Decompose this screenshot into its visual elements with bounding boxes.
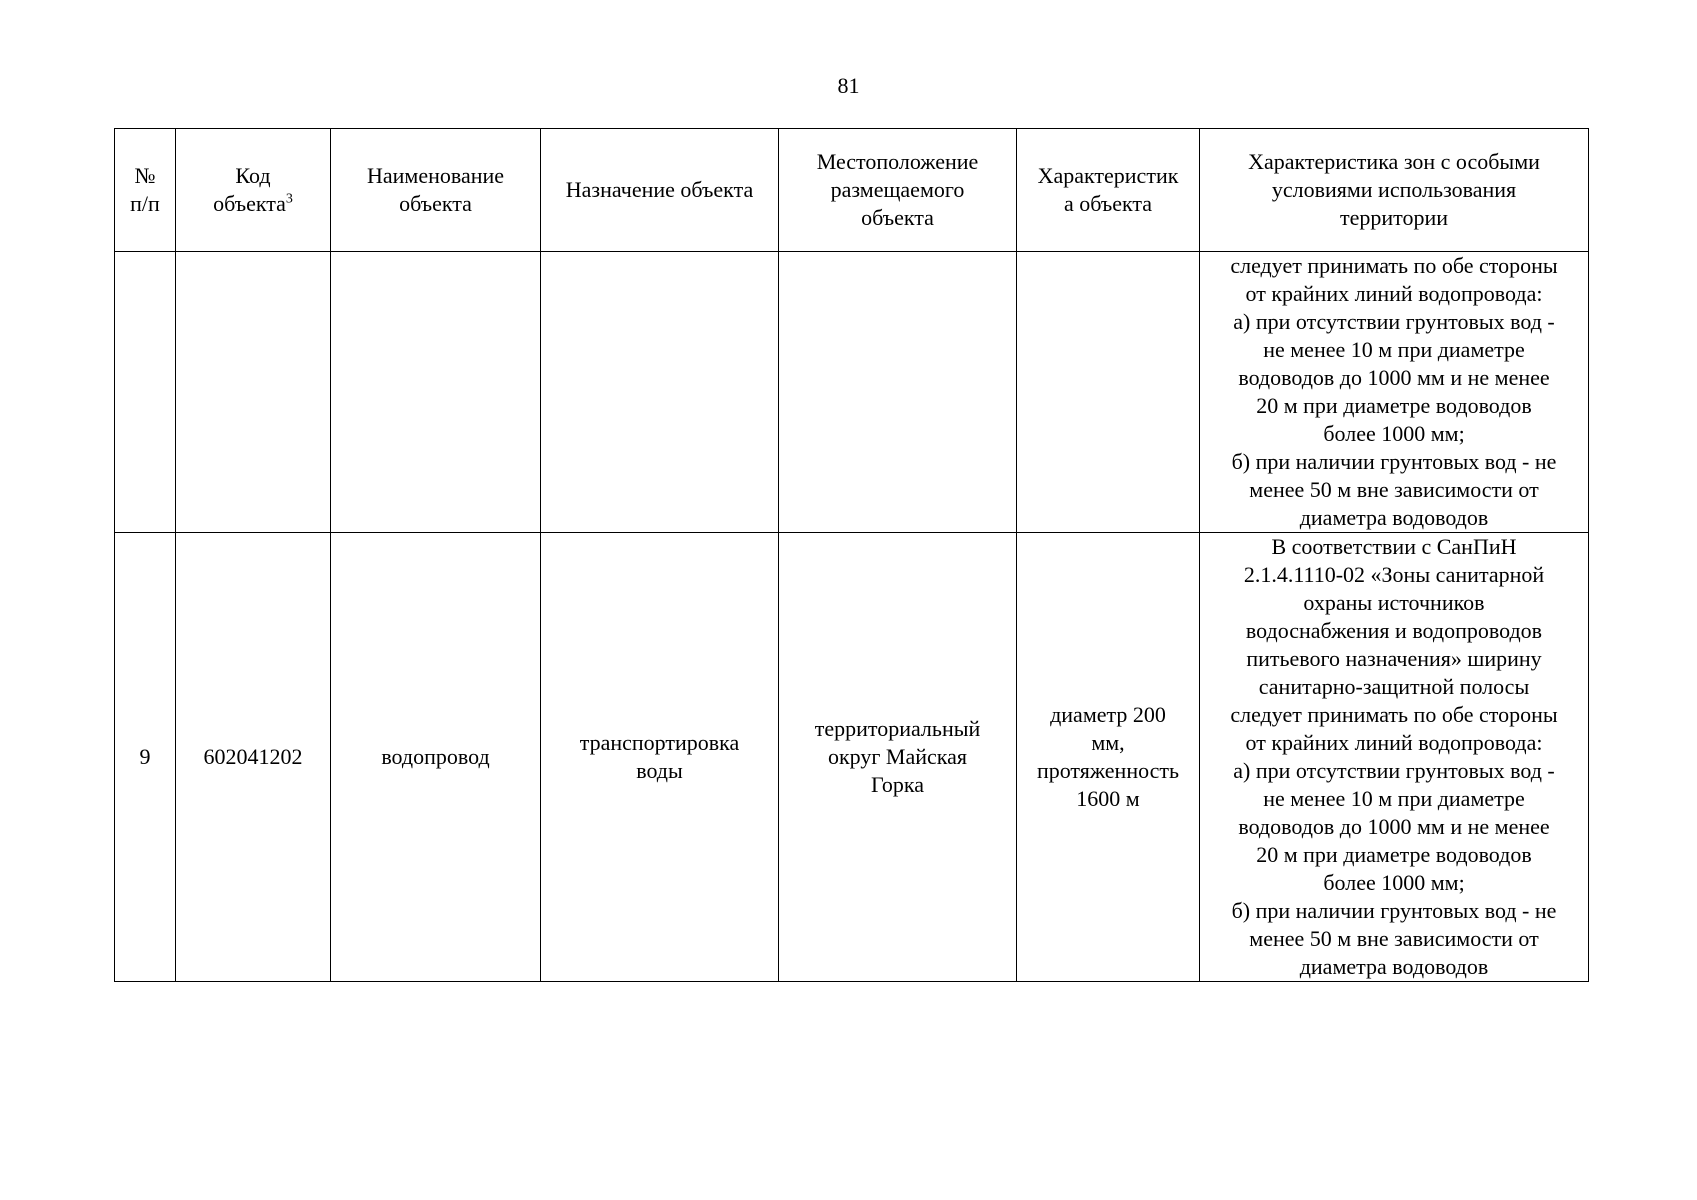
header-name: Наименование объекта <box>331 129 541 252</box>
cell-num <box>115 252 176 533</box>
header-num: № п/п <box>115 129 176 252</box>
cell-num: 9 <box>115 533 176 982</box>
cell-name: водопровод <box>331 533 541 982</box>
cell-zones: В соответствии с СанПиН 2.1.4.1110-02 «Зоны санитарной охраны источников водоснабжения и водопроводов питьевого назначения» ширину санитарно-защитной полосы следует принимать по обе стороны от крайних линий водопровода: а) при отсутствии грунтовых вод - не менее 10 м при диаметре водоводов до 1000 мм и не менее 20 м при диаметре водоводов более 1000 мм; б) при наличии грунтовых вод - не менее 50 м вне зависимости от диаметра водоводов <box>1200 533 1589 982</box>
cell-purpose <box>541 252 779 533</box>
page-number: 81 <box>837 73 860 98</box>
header-code: Код объекта$^3$ <box>176 129 331 252</box>
footnote-ref: 3 <box>285 191 293 207</box>
header-zones: Характеристика зон с особыми условиями использования территории <box>1200 129 1589 252</box>
table-row-9 <box>115 533 1589 982</box>
table-row-continuation <box>115 252 1589 533</box>
cell-purpose: транспортировка воды <box>541 533 779 982</box>
header-purpose: Назначение объекта <box>541 129 779 252</box>
cell-location <box>779 252 1017 533</box>
objects-table <box>114 128 1589 982</box>
cell-location: территориальный округ Майская Горка <box>779 533 1017 982</box>
cell-zones: следует принимать по обе стороны от крайних линий водопровода: а) при отсутствии грунтовых вод - не менее 10 м при диаметре водоводов до 1000 мм и не менее 20 м при диаметре водоводов более 1000 мм; б) при наличии грунтовых вод - не менее 50 м вне зависимости от диаметра водоводов <box>1200 252 1589 533</box>
header-location: Местоположение размещаемого объекта <box>779 129 1017 252</box>
cell-code <box>176 252 331 533</box>
cell-characteristic: диаметр 200 мм, протяженность 1600 м <box>1017 533 1200 982</box>
cell-code: 602041202 <box>176 533 331 982</box>
header-characteristic: Характеристик а объекта <box>1017 129 1200 252</box>
header-row <box>115 129 1589 252</box>
cell-characteristic <box>1017 252 1200 533</box>
cell-name <box>331 252 541 533</box>
